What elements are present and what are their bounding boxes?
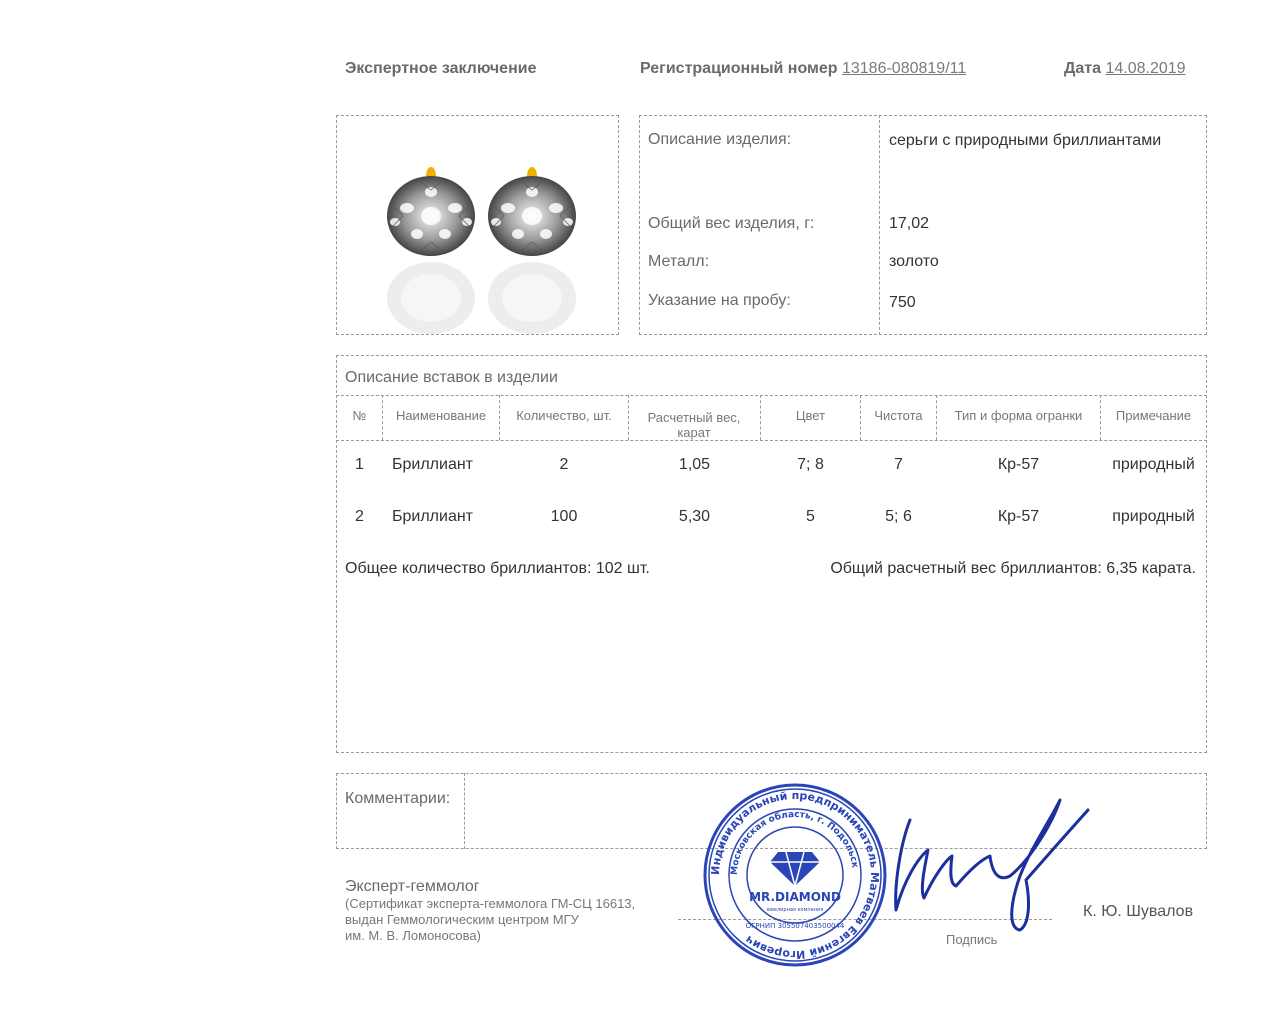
col-clarity: Чистота <box>874 408 923 423</box>
table-cell: 5 <box>806 508 815 525</box>
table-cell: 1 <box>355 456 364 473</box>
assay-label: Указание на пробу: <box>648 292 791 309</box>
registration-value: 13186-080819/11 <box>841 60 967 77</box>
weight-value: 17,02 <box>889 215 930 232</box>
col-name: Наименование <box>395 408 487 423</box>
table-cell: 5,30 <box>678 508 711 525</box>
stamp-outer-text: Индивидуальный предприниматель Матвеев Евгений Игоревич <box>708 788 882 962</box>
table-cell: 2 <box>559 456 569 473</box>
table-cell: 7; 8 <box>797 456 824 473</box>
table-cell: природный <box>1112 508 1195 525</box>
col-color: Цвет <box>795 408 826 423</box>
stamp-brand-sub: ювелирная компания <box>766 907 824 913</box>
col-quantity: Количество, шт. <box>516 408 612 423</box>
earring-left <box>387 167 475 334</box>
certificate-line: выдан Геммологическим центром МГУ <box>345 912 579 927</box>
table-cell: 5; 6 <box>885 508 912 525</box>
date-label: Дата <box>1064 60 1102 77</box>
earrings-image <box>337 116 618 334</box>
table-cell: природный <box>1112 456 1195 473</box>
table-cell: Бриллиант <box>392 456 474 473</box>
registration-label: Регистрационный номер <box>640 60 838 77</box>
date-value: 14.08.2019 <box>1105 60 1186 77</box>
description-label: Описание изделия: <box>648 131 792 148</box>
table-cell: Кр-57 <box>997 456 1040 473</box>
certificate-line: (Сертификат эксперта-геммолога ГМ-СЦ 16613, <box>345 896 636 911</box>
metal-label: Металл: <box>648 253 710 270</box>
certificate-line: им. М. В. Ломоносова) <box>345 928 481 943</box>
weight-label: Общий вес изделия, г: <box>648 215 815 232</box>
metal-value: золото <box>889 253 939 270</box>
table-cell: 100 <box>550 508 578 525</box>
total-count: Общее количество бриллиантов: 102 шт. <box>345 560 650 577</box>
expert-title: Эксперт-геммолог <box>345 878 480 895</box>
total-weight: Общий расчетный вес бриллиантов: 6,35 карата. <box>830 560 1196 577</box>
col-note: Примечание <box>1115 408 1192 423</box>
expert-certificate <box>345 896 635 944</box>
table-cell: 2 <box>355 508 364 525</box>
description-value: серьги с природными бриллиантами <box>889 132 1162 149</box>
company-stamp <box>700 780 890 970</box>
inserts-title: Описание вставок в изделии <box>345 369 558 386</box>
table-cell: Кр-57 <box>997 508 1040 525</box>
comments-label: Комментарии: <box>345 790 451 807</box>
stamp-inner-text: Московская область, г. Подольск <box>729 809 860 876</box>
document-date <box>1064 60 1186 78</box>
signature-label: Подпись <box>946 932 998 947</box>
col-weight: Расчетный вес, карат <box>647 410 741 440</box>
table-cell: 7 <box>894 456 903 473</box>
col-number: № <box>352 408 367 423</box>
table-cell: 1,05 <box>678 456 711 473</box>
registration-number <box>640 60 966 78</box>
diamond-icon <box>770 852 820 886</box>
product-photo-box <box>336 115 619 335</box>
stamp-ogrn: ОГРНИП 305507403500044 <box>745 922 845 930</box>
stamp-brand: MR.DIAMOND <box>749 890 841 904</box>
table-cell: Бриллиант <box>392 508 474 525</box>
col-cut: Тип и форма огранки <box>954 408 1083 423</box>
expert-name: К. Ю. Шувалов <box>1083 903 1194 920</box>
earring-right <box>488 167 576 334</box>
assay-value: 750 <box>889 294 916 311</box>
document-title: Экспертное заключение <box>345 60 537 77</box>
signature-image <box>880 780 1100 940</box>
